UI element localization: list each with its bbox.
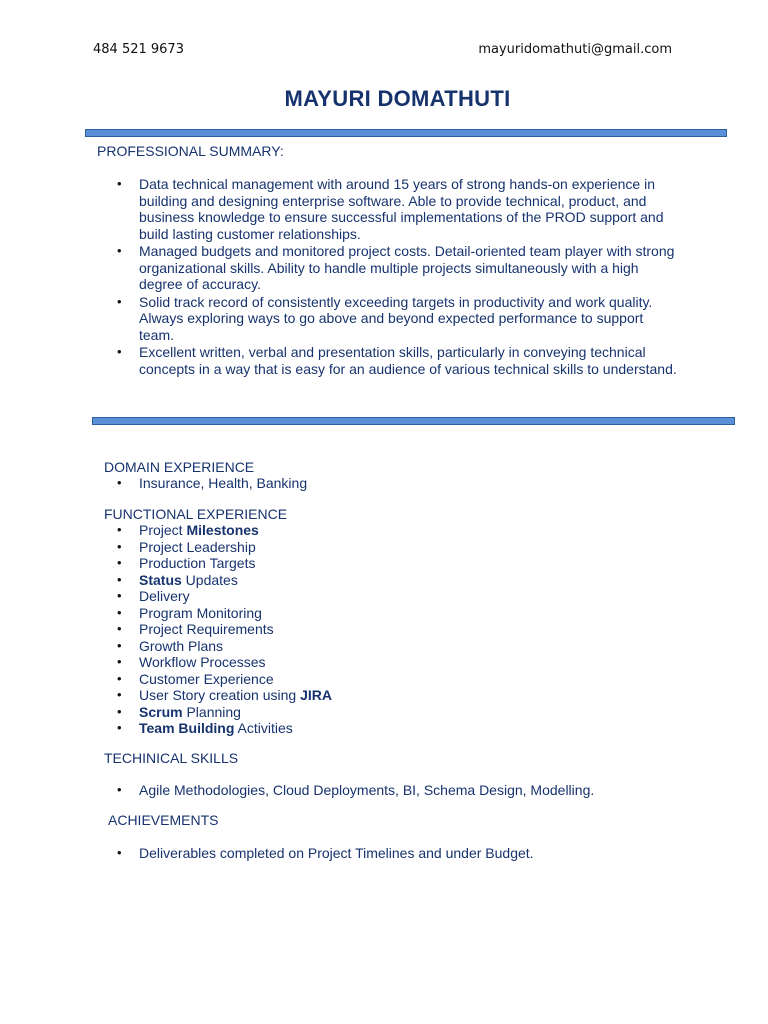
list-item: • Excellent written, verbal and presentation skills, particularly in conveying technical concepts in a way that is easy for an audience of various technical skills to understand. bbox=[139, 344, 679, 377]
list-item-text: Updates bbox=[181, 571, 238, 588]
list-item-text: Growth Plans bbox=[139, 637, 224, 654]
bold-text: Status bbox=[139, 571, 182, 588]
list-item-text: Workflow Processes bbox=[139, 654, 266, 670]
section-divider-top bbox=[85, 129, 727, 137]
list-item-text: Customer Experience bbox=[139, 670, 274, 687]
list-item bbox=[139, 621, 679, 638]
technical-skills-list bbox=[139, 782, 739, 799]
list-item-text: Project Leadership bbox=[139, 538, 256, 555]
list-item-text: Delivery bbox=[139, 588, 190, 604]
list-item-text: Production Targets bbox=[139, 555, 256, 571]
list-item-text: Project Requirements bbox=[139, 621, 274, 637]
phone-number: 484 521 9673 bbox=[93, 42, 184, 57]
list-item bbox=[139, 522, 679, 539]
list-item bbox=[139, 555, 679, 572]
list-item bbox=[139, 671, 679, 688]
list-item bbox=[139, 638, 679, 655]
candidate-name: MAYURI DOMATHUTI bbox=[284, 86, 511, 111]
email-address: mayuridomathuti@gmail.com bbox=[478, 42, 672, 57]
list-item-text: Program Monitoring bbox=[139, 604, 262, 621]
list-item: • Managed budgets and monitored project costs. Detail-oriented team player with strong organizational skills. Ability to handle multiple projects simultaneously with a high degree of accuracy. bbox=[139, 243, 679, 293]
list-item bbox=[139, 704, 679, 721]
functional-experience-heading: FUNCTIONAL EXPERIENCE bbox=[104, 506, 288, 522]
list-item: • Solid track record of consistently exceeding targets in productivity and work quality. Always exploring ways to go above and beyond expected performance to support team. bbox=[139, 294, 679, 344]
list-item: • Deliverables completed on Project Timelines and under Budget. bbox=[139, 845, 739, 862]
bold-text: Team Building bbox=[139, 720, 235, 736]
list-item-text: Activities bbox=[234, 720, 293, 736]
achievements-list bbox=[139, 845, 739, 862]
list-item: • Data technical management with around 15 years of strong hands-on experience in building and designing enterprise software. Able to provide technical, product, and business knowledge to ensure successful implementations of the PROD support and build lasting customer relationships. bbox=[139, 176, 679, 242]
list-item: • Insurance, Health, Banking bbox=[139, 475, 679, 492]
section-divider-middle bbox=[92, 417, 735, 425]
list-item bbox=[139, 720, 679, 737]
bold-text: JIRA bbox=[300, 687, 332, 703]
list-item: • Agile Methodologies, Cloud Deployments, BI, Schema Design, Modelling. bbox=[139, 782, 739, 799]
bold-text: Scrum bbox=[139, 703, 183, 720]
functional-experience-list bbox=[139, 522, 679, 737]
list-item-text: User Story creation using bbox=[139, 687, 301, 703]
achievements-heading: ACHIEVEMENTS bbox=[108, 812, 219, 828]
list-item bbox=[139, 687, 679, 704]
list-item-text: Project bbox=[139, 522, 187, 538]
professional-summary-list bbox=[139, 176, 679, 378]
bold-text: Milestones bbox=[186, 522, 259, 538]
technical-skills-heading: TECHINICAL SKILLS bbox=[104, 750, 239, 766]
professional-summary-heading: PROFESSIONAL SUMMARY: bbox=[97, 143, 284, 159]
list-item-text: Planning bbox=[182, 703, 241, 720]
list-item bbox=[139, 654, 679, 671]
list-item bbox=[139, 605, 679, 622]
list-item bbox=[139, 588, 679, 605]
list-item bbox=[139, 572, 679, 589]
domain-experience-heading: DOMAIN EXPERIENCE bbox=[104, 459, 255, 475]
list-item bbox=[139, 539, 679, 556]
domain-experience-list bbox=[139, 475, 679, 492]
